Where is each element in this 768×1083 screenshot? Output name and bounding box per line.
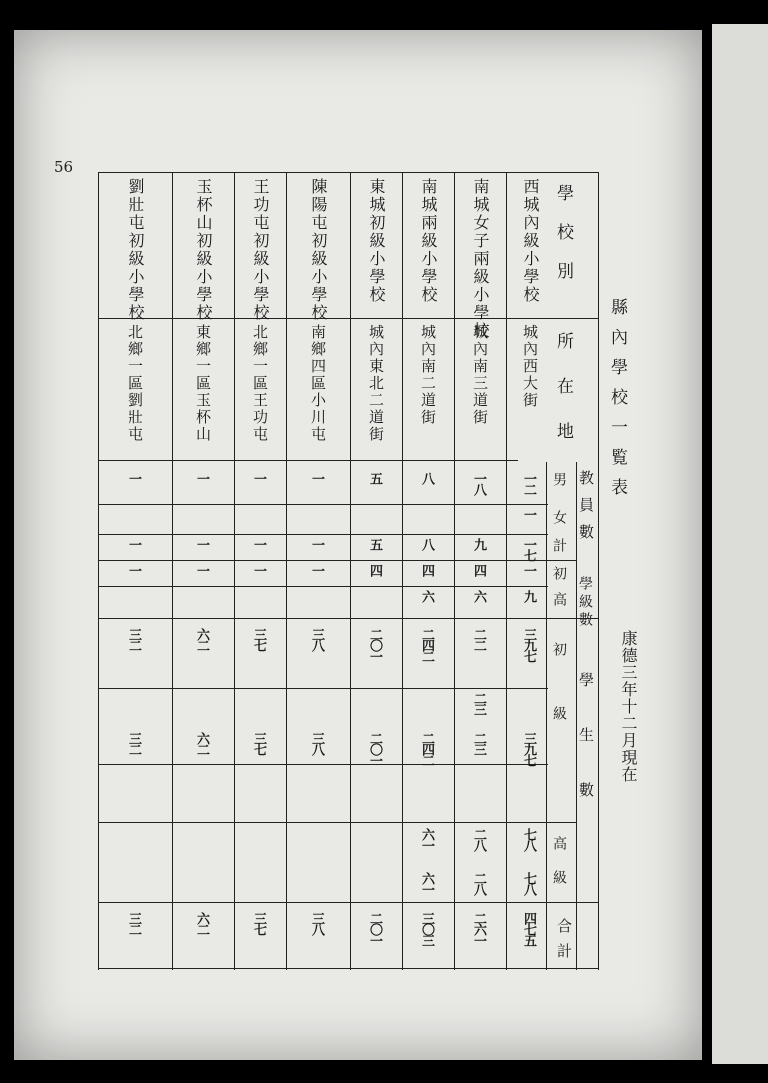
school-t-m: 一	[194, 472, 209, 483]
school-t-m: 一	[251, 472, 266, 483]
header-female: 女	[551, 510, 567, 524]
school-grand: 三八	[309, 912, 324, 934]
header-higher-students: 高級	[551, 836, 567, 904]
school-t-total: 一七	[521, 538, 536, 560]
header-school: 學校別	[553, 184, 573, 301]
adjacent-page	[712, 24, 768, 1064]
school-c-h: 九	[521, 590, 536, 601]
header-teachers: 教員數	[577, 470, 595, 551]
school-s-p-m: 二四二	[419, 628, 434, 661]
school-s-p-total: 三二	[126, 732, 141, 754]
table-date: 康德三年十二月現在	[619, 630, 638, 783]
school-location: 南鄉四區小川屯	[309, 324, 327, 443]
school-s-p-total: 二四二	[419, 732, 434, 765]
header-male: 男	[551, 472, 567, 486]
school-location: 城內南二道街	[419, 324, 437, 426]
header-higher: 高	[551, 592, 567, 606]
school-s-p-total: 六二	[194, 732, 209, 754]
school-t-total: 八	[419, 538, 434, 549]
school-grand: 二〇一	[367, 912, 382, 945]
school-c-p: 一	[521, 564, 536, 575]
school-s-h-m: 七八	[521, 828, 536, 850]
school-location: 北鄉一區王功屯	[251, 324, 269, 443]
school-c-p: 四	[471, 564, 486, 575]
header-classes: 學級數	[577, 576, 593, 630]
school-t-total: 一	[309, 538, 324, 549]
school-c-h: 六	[471, 590, 486, 601]
school-location: 城內南三道街	[471, 324, 489, 426]
school-t-m: 五	[367, 472, 382, 483]
school-c-p: 一	[251, 564, 266, 575]
school-s-p-m: 三二	[126, 628, 141, 650]
school-s-p-m: 二〇一	[367, 628, 382, 661]
school-location: 東鄉一區玉杯山	[194, 324, 212, 443]
school-s-p-total: 二〇一	[367, 732, 382, 765]
school-grand: 三七	[251, 912, 266, 934]
school-t-total: 一	[251, 538, 266, 549]
school-grand: 四七五	[521, 912, 536, 945]
school-t-m: 八	[419, 472, 434, 483]
school-s-h-m: 六一	[419, 828, 434, 850]
school-s-p-f: 二三	[471, 692, 486, 714]
school-t-m: 一	[309, 472, 324, 483]
school-s-p-m: 二二	[471, 628, 486, 650]
school-c-h: 六	[419, 590, 434, 601]
school-name: 王功屯初級小學校	[251, 178, 270, 322]
header-primary: 初	[551, 566, 567, 580]
school-name: 西城內級小學校	[521, 178, 540, 304]
school-name: 東城初級小學校	[367, 178, 386, 304]
school-s-h-total: 二八	[471, 872, 486, 894]
school-grand: 二六一	[471, 912, 486, 945]
school-location: 城內西大街	[521, 324, 539, 409]
school-s-h-total: 六一	[419, 872, 434, 894]
school-s-h-total: 七八	[521, 872, 536, 894]
school-name: 南城兩級小學校	[419, 178, 438, 304]
page-number: 56	[54, 158, 74, 176]
school-t-total: 五	[367, 538, 382, 549]
school-s-p-m: 三八	[309, 628, 324, 650]
table-title: 縣內學校一覧表	[607, 298, 627, 508]
school-c-p: 四	[367, 564, 382, 575]
school-t-total: 一	[194, 538, 209, 549]
school-t-total: 一	[126, 538, 141, 549]
school-s-p-m: 三九七	[521, 628, 536, 661]
school-table	[86, 172, 598, 970]
school-name: 南城女子兩級小學校	[471, 178, 490, 340]
school-s-p-m: 三七	[251, 628, 266, 650]
document-page	[14, 30, 702, 1060]
school-s-p-total: 三九七	[521, 732, 536, 765]
header-primary-students: 初級	[551, 642, 567, 770]
school-name: 陳陽屯初級小學校	[309, 178, 328, 322]
school-t-f: 一	[521, 508, 536, 519]
school-c-p: 一	[309, 564, 324, 575]
school-t-m: 一八	[471, 472, 486, 494]
school-name: 劉壯屯初級小學校	[126, 178, 145, 322]
school-grand: 三〇三	[419, 912, 434, 945]
school-c-p: 一	[194, 564, 209, 575]
school-location: 城內東北二道街	[367, 324, 385, 443]
header-students: 學生數	[577, 672, 595, 837]
school-name: 玉杯山初級小學校	[194, 178, 213, 322]
school-t-total: 九	[471, 538, 486, 549]
school-s-p-total: 二三	[471, 732, 486, 754]
header-total: 計	[551, 538, 567, 552]
school-c-p: 一	[126, 564, 141, 575]
school-s-p-total: 三八	[309, 732, 324, 754]
school-grand: 三二	[126, 912, 141, 934]
school-location: 北鄉一區劉壯屯	[126, 324, 144, 443]
school-s-p-total: 三七	[251, 732, 266, 754]
school-t-m: 一二	[521, 472, 536, 494]
school-grand: 六二	[194, 912, 209, 934]
school-s-p-m: 六二	[194, 628, 209, 650]
header-grand-total: 合計	[555, 918, 573, 968]
school-s-h-m: 二八	[471, 828, 486, 850]
school-t-m: 一	[126, 472, 141, 483]
school-c-p: 四	[419, 564, 434, 575]
header-location: 所在地	[553, 332, 573, 467]
